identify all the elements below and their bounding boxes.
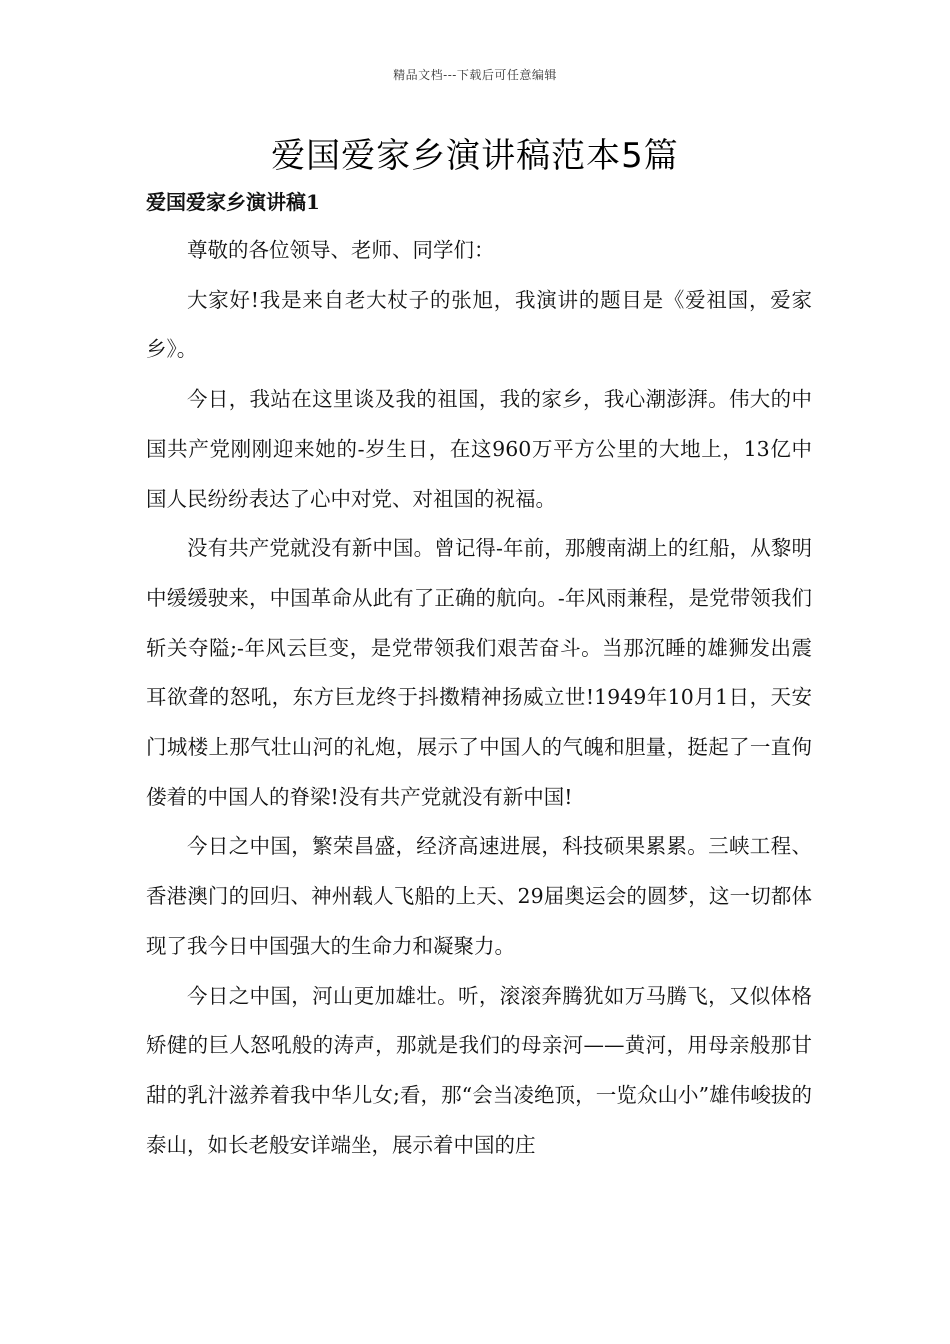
paragraph: 今日，我站在这里谈及我的祖国，我的家乡，我心潮澎湃。伟大的中国共产党刚刚迎来她的-岁生日，在这960万平方公里的大地上，13亿中国人民纷纷表达了心中对党、对祖国的祝福。 [146,387,812,511]
paragraph: 没有共产党就没有新中国。曾记得-年前，那艘南湖上的红船，从黎明中缓缓驶来，中国革命从此有了正确的航向。-年风雨兼程，是党带领我们斩关夺隘;-年风云巨变，是党带领我们艰苦奋斗。当那沉睡的雄狮发出震耳欲聋的怒吼，东方巨龙终于抖擞精神扬威立世!1949年10月1日，天安门城楼上那气壮山河的礼炮，展示了中国人的气魄和胆量，挺起了一直佝偻着的中国人的脊梁!没有共产党就没有新中国! [146,536,812,809]
paragraph: 今日之中国，繁荣昌盛，经济高速进展，科技硕果累累。三峡工程、香港澳门的回归、神州载人飞船的上天、29届奥运会的圆梦，这一切都体现了我今日中国强大的生命力和凝聚力。 [146,834,812,958]
header-note: 精品文档---下载后可任意编辑 [393,68,557,82]
document-body [146,226,812,1170]
document-title: 爱国爱家乡演讲稿范本5篇 [271,136,679,176]
paragraph: 今日之中国，河山更加雄壮。听，滚滚奔腾犹如万马腾飞，又似体格矫健的巨人怒吼般的涛声，那就是我们的母亲河——黄河，用母亲般那甘甜的乳汁滋养着我中华儿女;看，那“会当凌绝顶，一览众山小”雄伟峻拔的泰山，如长老般安详端坐，展示着中国的庄 [146,983,812,1157]
paragraph-greeting: 大家好!我是来自老大杖子的张旭，我演讲的题目是《爱祖国，爱家乡》。 [146,287,812,362]
paragraph-salutation: 尊敬的各位领导、老师、同学们： [187,238,495,262]
section-heading: 爱国爱家乡演讲稿1 [146,190,320,214]
